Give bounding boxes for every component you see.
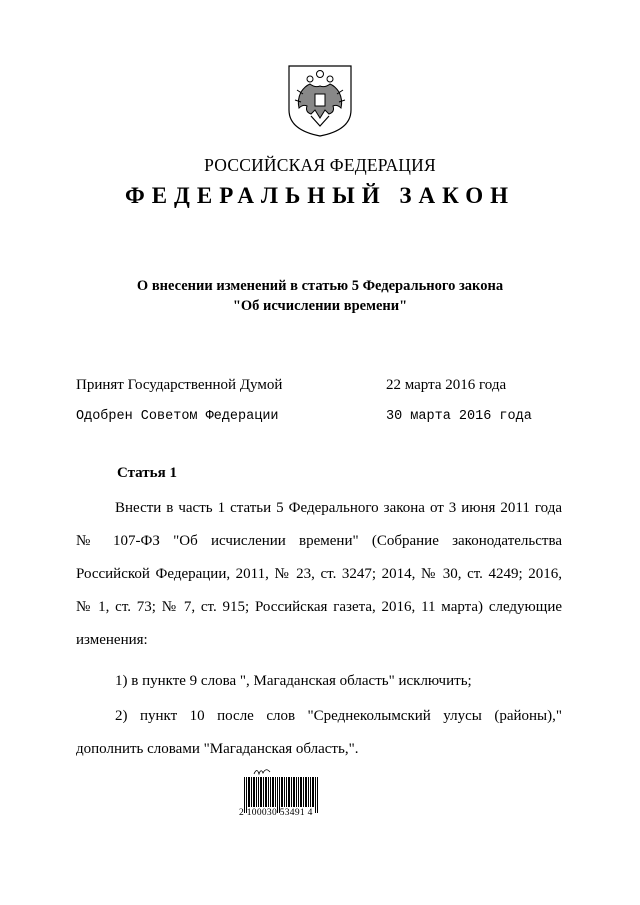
paragraph-line: № 1, ст. 73; № 7, ст. 915; Российская газета, 2016, 11 марта) следующие [76,599,562,615]
law-subject [0,276,640,316]
paragraph-line: изменения: [76,632,148,648]
duma-adoption-label: Принят Государственной Думой [76,377,283,393]
document-type-title: ФЕДЕРАЛЬНЫЙ ЗАКОН [124,183,516,208]
duma-adoption-date: 22 марта 2016 года [386,377,507,393]
paragraph-line: Российской Федерации, 2011, № 23, ст. 3247; 2014, № 30, ст. 4249; 2016, [76,566,562,582]
paragraph-line: № 107-ФЗ "Об исчислении времени" (Собрание законодательства [76,533,562,549]
law-subject-line: "Об исчислении времени" [232,298,408,314]
article-item-1 [76,665,562,698]
article-title: Статья 1 [117,465,177,481]
coat-of-arms-icon [287,64,353,138]
law-subject-line: О внесении изменений в статью 5 Федерального закона [136,278,504,294]
article-intro-paragraph [76,492,562,657]
handwritten-initials [253,766,271,776]
article-item-2 [76,700,562,766]
paragraph-line: 1) в пункте 9 слова ", Магаданская область" исключить; [115,673,472,689]
paragraph-line: Внести в часть 1 статьи 5 Федерального закона от 3 июня 2011 года [115,500,562,516]
paragraph-line: 2) пункт 10 после слов "Среднеколымский улусы (районы)," [115,708,562,724]
council-approval-date: 30 марта 2016 года [386,409,532,424]
state-name: РОССИЙСКАЯ ФЕДЕРАЦИЯ [204,155,436,175]
council-approval-label: Одобрен Советом Федерации [76,409,279,424]
paragraph-line: дополнить словами "Магаданская область,". [76,741,359,757]
barcode-number: 2 100030 53491 4 [239,808,313,818]
